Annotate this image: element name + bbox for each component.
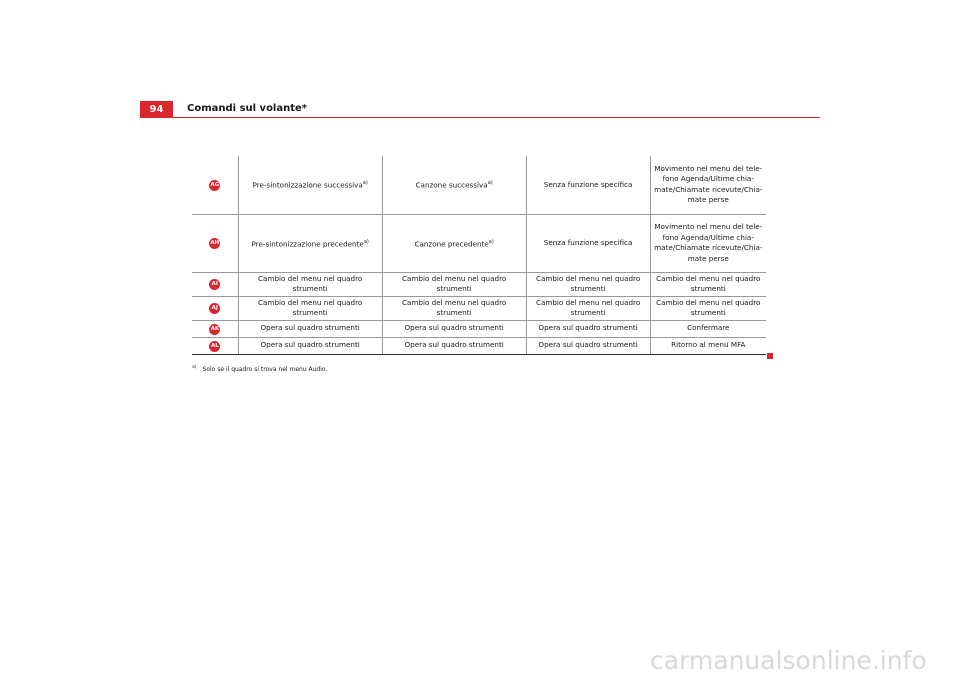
footnote-text: Solo se il quadro si trova nel menu Audio. xyxy=(202,366,328,373)
table-cell: Opera sul quadro strumenti xyxy=(526,320,650,337)
footnote-mark: a) xyxy=(192,365,197,370)
table-cell: Ritorno al menu MFA xyxy=(650,337,766,354)
table-row xyxy=(192,272,766,296)
key-badge: AG xyxy=(209,180,220,191)
table-row xyxy=(192,337,766,354)
table-cell: Pre-sintonizzazione successiva$^{a)}$ xyxy=(238,156,382,214)
table-cell: Pre-sintonizzazione precedente$^{a)}$ xyxy=(238,214,382,272)
key-badge: AJ xyxy=(209,303,220,314)
watermark: carmanualsonline.info xyxy=(650,646,927,675)
table-cell: Cambio del menu nel quadro strumenti xyxy=(238,296,382,320)
header-rule xyxy=(140,117,820,118)
table-cell: Cambio del menu nel quadro strumenti xyxy=(526,296,650,320)
table-cell: Cambio del menu nel quadro strumenti xyxy=(650,272,766,296)
table-row xyxy=(192,296,766,320)
table-row xyxy=(192,156,766,214)
table-cell: Movimento nel menu del tele-fono Agenda/Ultime chia-mate/Chiamate ricevute/Chia-mate perse xyxy=(650,214,766,272)
table-cell: Canzone precedente$^{a)}$ xyxy=(382,214,526,272)
table-cell: Senza funzione specifica xyxy=(526,214,650,272)
table-row xyxy=(192,214,766,272)
key-badge: AI xyxy=(209,279,220,290)
controls-table xyxy=(192,156,766,355)
table-cell: Opera sul quadro strumenti xyxy=(382,320,526,337)
table-cell: Movimento nel menu del tele-fono Agenda/Ultime chia-mate/Chiamate ricevute/Chia-mate perse xyxy=(650,156,766,214)
footnote xyxy=(192,365,327,373)
table-cell: Opera sul quadro strumenti xyxy=(526,337,650,354)
page-title: Comandi sul volante* xyxy=(187,103,308,114)
table-cell: Cambio del menu nel quadro strumenti xyxy=(382,296,526,320)
section-end-marker xyxy=(767,353,773,359)
table-cell: Cambio del menu nel quadro strumenti xyxy=(238,272,382,296)
table-cell: Cambio del menu nel quadro strumenti xyxy=(650,296,766,320)
table-cell: Confermare xyxy=(650,320,766,337)
table-cell: Canzone successiva$^{a)}$ xyxy=(382,156,526,214)
table-cell: Opera sul quadro strumenti xyxy=(238,337,382,354)
table-cell: Cambio del menu nel quadro strumenti xyxy=(382,272,526,296)
table-cell: Senza funzione specifica xyxy=(526,156,650,214)
table-cell: Opera sul quadro strumenti xyxy=(382,337,526,354)
key-badge: AK xyxy=(209,324,220,335)
table-cell: Cambio del menu nel quadro strumenti xyxy=(526,272,650,296)
table-cell: Opera sul quadro strumenti xyxy=(238,320,382,337)
page-number: 94 xyxy=(140,101,173,118)
key-badge: AL xyxy=(209,341,220,352)
table-row xyxy=(192,320,766,337)
key-badge: AH xyxy=(209,238,220,249)
